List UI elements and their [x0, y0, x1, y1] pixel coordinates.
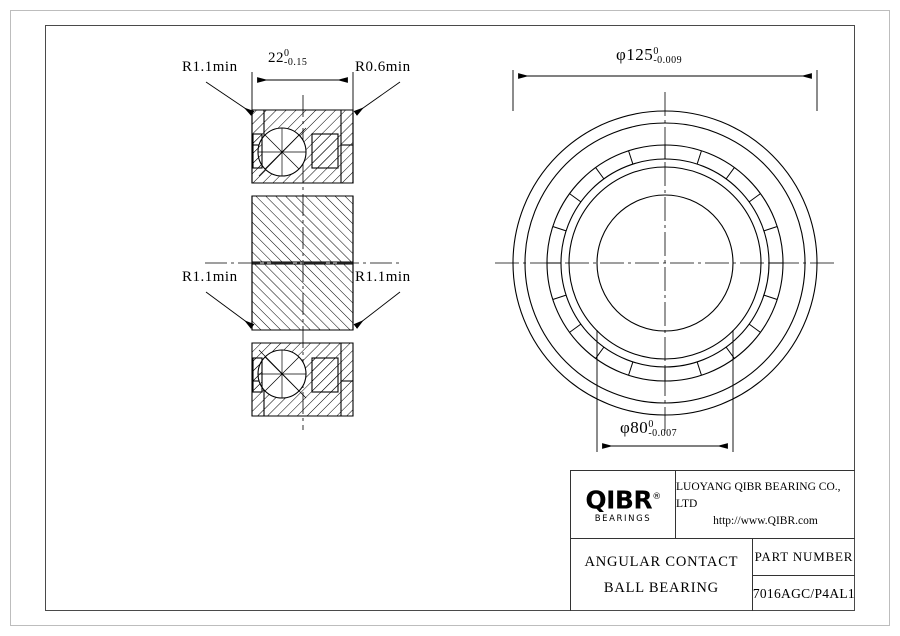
outer-dia-tol-upper: 0: [653, 45, 659, 57]
product-type: [571, 539, 753, 611]
chamfer-left-top-label: R1.1min: [182, 59, 238, 75]
bore-dia-label: φ80 0 -0.007: [620, 418, 678, 439]
bore-dia-tol-upper: 0: [648, 418, 654, 430]
width-tol-upper: 0: [284, 48, 290, 59]
outer-dia-tol-lower: -0.009: [653, 54, 683, 66]
part-number-value: 7016AGC/P4AL1: [752, 585, 855, 601]
outer-dia-label: φ125 0 -0.009: [616, 45, 683, 66]
width-dimension: [252, 72, 353, 110]
logo-wordmark: QIBR®: [585, 485, 661, 515]
width-tol-lower: -0.15: [284, 57, 308, 68]
registered-trademark-icon: ®: [652, 491, 661, 502]
width-dimension-label: 22 0 -0.15: [268, 48, 308, 68]
bore-dia-tol-lower: -0.007: [648, 427, 678, 439]
company-logo: [571, 471, 676, 538]
product-type-line1: ANGULAR CONTACT: [584, 554, 739, 570]
chamfer-right-top-label: R0.6min: [355, 59, 411, 75]
company-info: [676, 471, 855, 538]
logo-subtitle: BEARINGS: [594, 514, 652, 525]
title-block: [570, 470, 855, 611]
product-type-line2: BALL BEARING: [603, 580, 719, 596]
title-block-header-row: [571, 471, 855, 539]
part-number-header: PART NUMBER: [753, 539, 855, 576]
company-name: LUOYANG QIBR BEARING CO., LTD: [676, 481, 841, 510]
chamfer-right-bottom-label: R1.1min: [355, 269, 411, 285]
chamfer-left-bottom-label: R1.1min: [182, 269, 238, 285]
section-view: [205, 95, 400, 430]
company-url[interactable]: http://www.QIBR.com: [713, 515, 818, 527]
front-view: [495, 92, 838, 435]
title-block-detail-row: [571, 539, 855, 611]
part-number-block: [753, 539, 855, 611]
